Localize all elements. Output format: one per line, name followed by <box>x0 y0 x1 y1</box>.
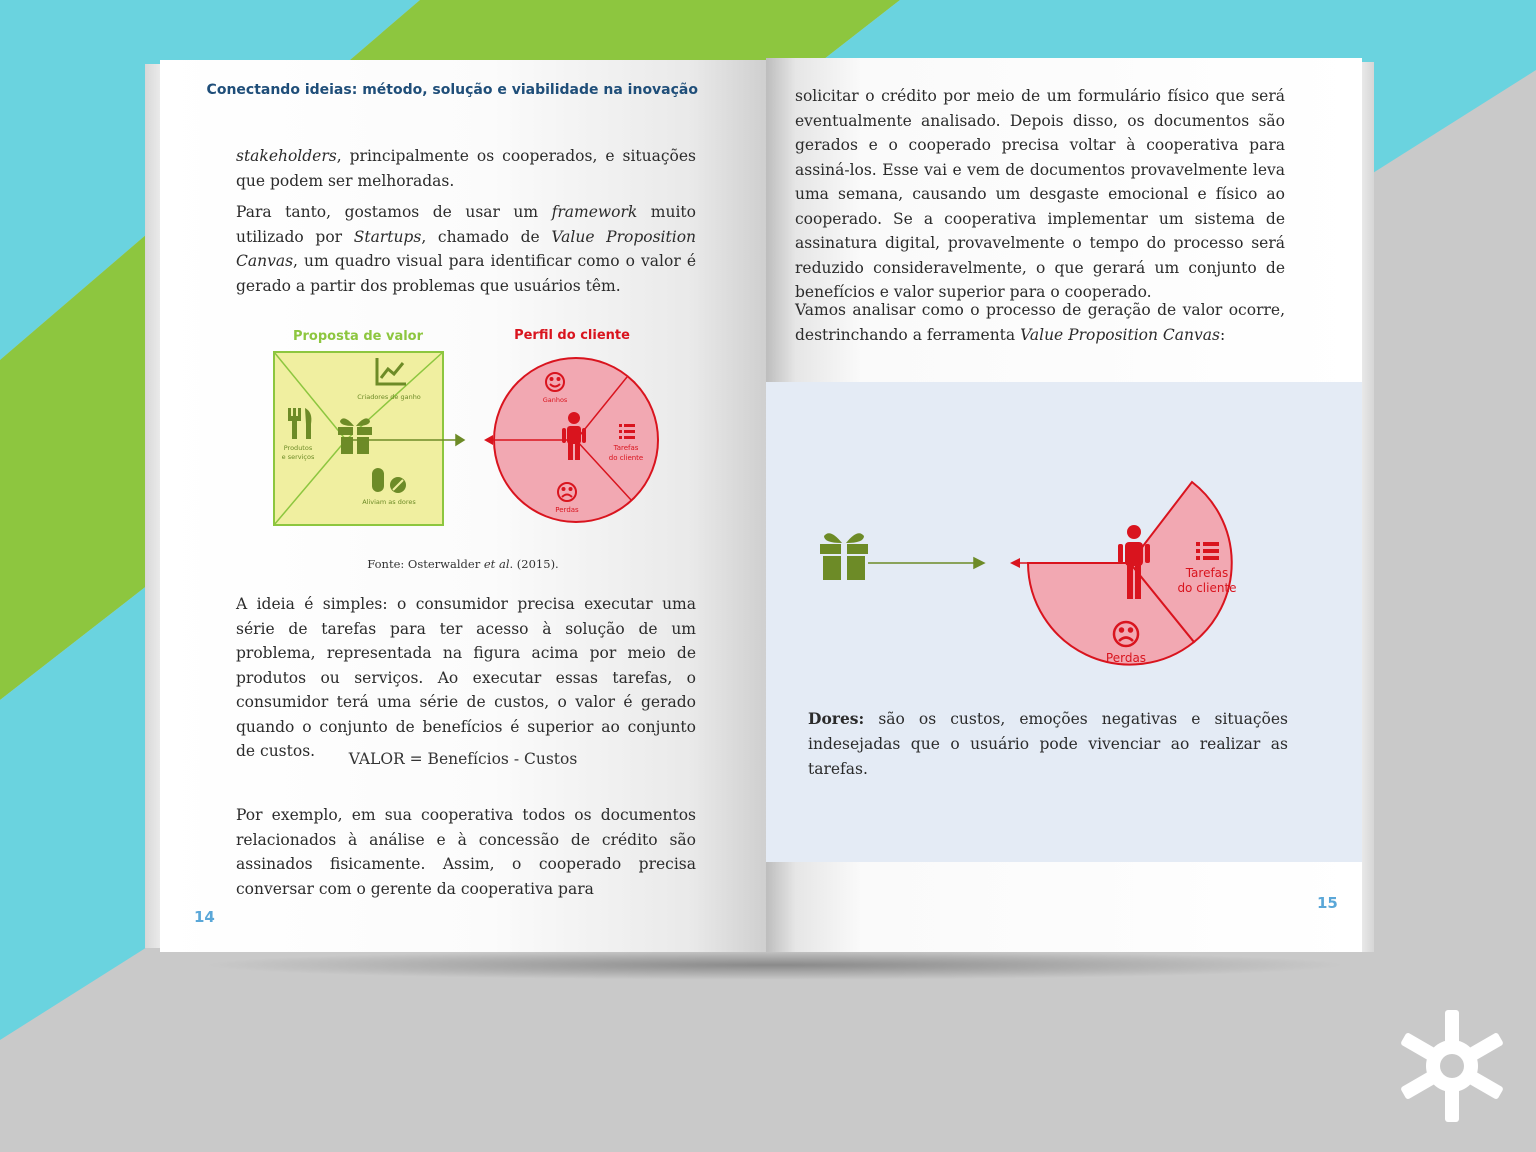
fit-arrow-right <box>868 558 984 568</box>
book-shadow <box>200 950 1350 980</box>
page-number-right: 15 <box>1317 894 1338 912</box>
list-icon <box>1196 542 1219 560</box>
figure-caption: Fonte: Osterwalder et al. (2015). <box>367 557 559 571</box>
pains-highlight-panel <box>766 382 1362 862</box>
pains-definition: Dores: são os custos, emoções negativas e situações indesejadas que o usuário pode vivenciar ao realizar as tarefas. <box>808 709 1288 778</box>
right-paragraph-1: solicitar o crédito por meio de um formulário físico que será eventualmente analisado. Depois disso, os documentos são gerados e o cooperado precisa voltar à cooperativa para assiná-los. Esse vai e vem de documentos provavelmente leva uma semana, causando um desgaste emocional e físico ao cooperado. Se a cooperativa implementar um sistema de assinatura digital, provavelmente o tempo do processo será reduzido consideravelmente, o que gerará um conjunto de benefícios e valor superior para o cooperado. <box>795 87 1285 301</box>
left-page <box>160 60 766 952</box>
gains-label: Ganhos <box>542 396 568 404</box>
figure-title-customer-profile: Perfil do cliente <box>514 328 630 343</box>
left-paragraph-1: stakeholders, principalmente os cooperados, e situações que podem ser melhoradas. <box>236 147 696 190</box>
customer-jobs-label-2: do cliente <box>608 454 644 462</box>
customer-jobs-label-1: Tarefas <box>1185 566 1229 580</box>
products-services-label-1: Produtos <box>283 444 313 452</box>
right-paragraph-2: Vamos analisar como o processo de geração de valor ocorre, destrinchando a ferramenta Value Proposition Canvas: <box>795 301 1285 344</box>
value-proposition-canvas-figure <box>260 320 680 540</box>
gain-creators-label: Criadores de ganho <box>357 393 421 401</box>
left-paragraph-3: A ideia é simples: o consumidor precisa executar uma série de tarefas para ter acesso à solução de um problema, representada na figura acima por meio de produtos ou serviços. Ao executar essas tarefas, o consumidor terá uma série de custos, o valor é gerado quando o conjunto de benefícios é superior ao conjunto de custos. <box>236 595 696 760</box>
pain-relievers-label: Aliviam as dores <box>362 498 416 506</box>
left-paragraph-2: Para tanto, gostamos de usar um framework muito utilizado por Startups, chamado de Value Proposition Canvas, um quadro visual para identificar como o valor é gerado a partir dos problemas que usuários têm. <box>236 203 697 295</box>
customer-jobs-label-1: Tarefas <box>613 444 639 452</box>
snowflake-logo <box>1392 1006 1512 1126</box>
customer-jobs-label-2: do cliente <box>1177 581 1237 595</box>
figure-title-value-proposition: Proposta de valor <box>292 329 424 344</box>
value-formula: VALOR = Benefícios - Custos <box>348 750 578 768</box>
page-number-left: 14 <box>194 908 215 926</box>
pains-label: Perdas <box>555 506 579 514</box>
products-services-label-2: e serviços <box>281 453 315 461</box>
gift-icon <box>820 533 868 580</box>
pains-figure <box>766 382 1362 702</box>
running-header: Conectando ideias: método, solução e viabilidade na inovação <box>206 82 698 98</box>
pains-label: Perdas <box>1105 651 1147 665</box>
left-paragraph-4: Por exemplo, em sua cooperativa todos os documentos relacionados à análise e à concessão de crédito são assinados fisicamente. Assim, o cooperado precisa conversar com o gerente da cooperativa para <box>236 806 696 898</box>
right-page <box>766 58 1362 952</box>
list-icon <box>619 424 635 439</box>
